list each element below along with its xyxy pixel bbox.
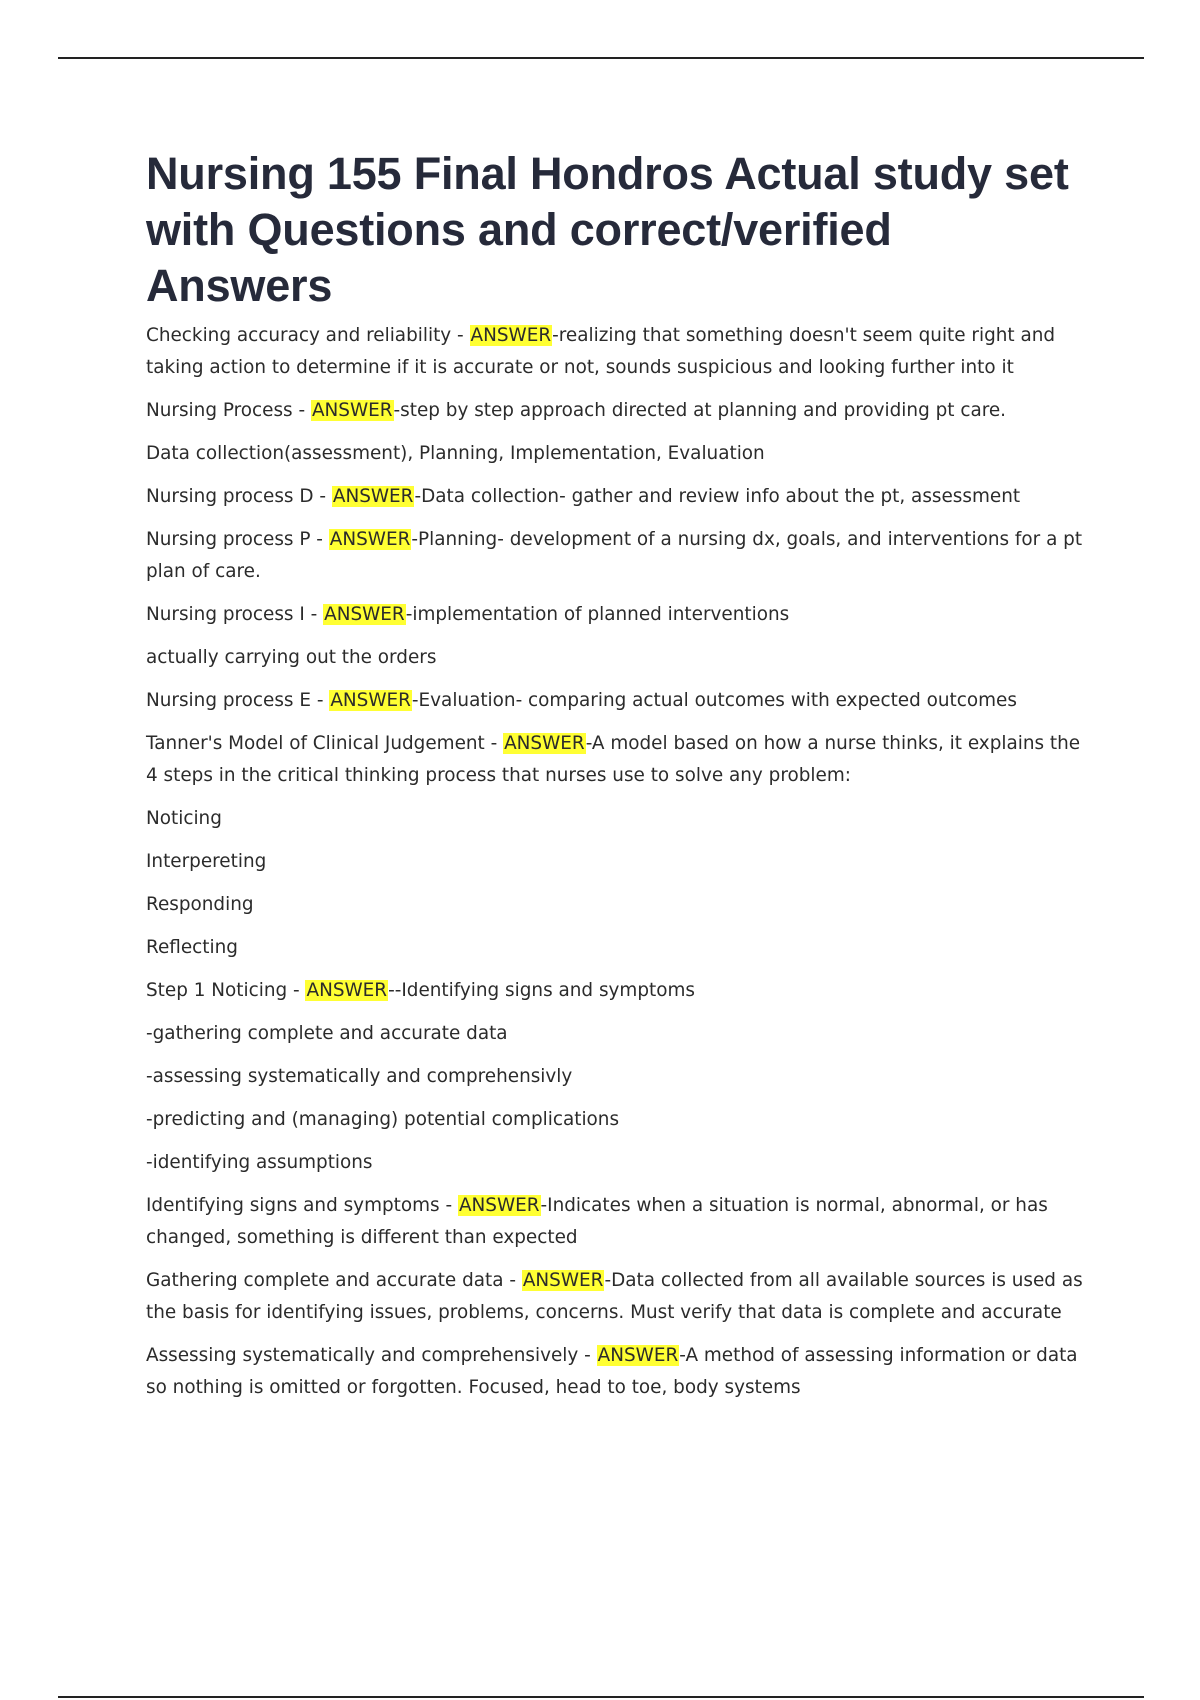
list-item: Reflecting xyxy=(146,937,238,958)
qa-list xyxy=(146,320,1086,1404)
answer-text: -Indicates when a situation is normal, abnormal, or has changed, something is different than expected xyxy=(146,1195,1048,1248)
answer-highlight: ANSWER xyxy=(597,1345,679,1366)
document-page xyxy=(146,146,1086,1415)
qa-item xyxy=(146,975,1086,1007)
answer-highlight: ANSWER xyxy=(330,690,411,711)
answer-highlight: ANSWER xyxy=(458,1195,540,1216)
answer-text: -Evaluation- comparing actual outcomes with expected outcomes xyxy=(411,690,1017,711)
qa-item xyxy=(146,728,1086,792)
answer-text: -A method of assessing information or data so nothing is omitted or forgotten. Focused, head to toe, body systems xyxy=(146,1345,1078,1398)
answer-text: -Data collected from all available sources is used as the basis for identifying issues, problems, concerns. Must verify that data is complete and accurate xyxy=(146,1270,1083,1323)
bottom-rule xyxy=(58,1696,1144,1698)
document-title: Nursing 155 Final Hondros Actual study set with Questions and correct/verified Answers xyxy=(146,148,1069,311)
list-item: Data collection(assessment), Planning, Implementation, Evaluation xyxy=(146,443,765,464)
qa-item xyxy=(146,1265,1086,1329)
answer-highlight: ANSWER xyxy=(311,400,393,421)
list-item: Responding xyxy=(146,894,254,915)
answer-text: -Data collection- gather and review info about the pt, assessment xyxy=(414,486,1021,507)
answer-highlight: ANSWER xyxy=(332,486,414,507)
list-item: Noticing xyxy=(146,808,222,829)
question-term: Nursing process I - xyxy=(146,604,324,625)
qa-item xyxy=(146,685,1086,717)
list-item: actually carrying out the orders xyxy=(146,647,437,668)
answer-text: -realizing that something doesn't seem quite right and taking action to determine if it is accurate or not, sounds suspicious and looking further into it xyxy=(146,325,1056,378)
answer-highlight: ANSWER xyxy=(470,325,552,346)
list-item: -gathering complete and accurate data xyxy=(146,1023,508,1044)
top-rule xyxy=(58,57,1144,59)
question-term: Gathering complete and accurate data - xyxy=(146,1270,522,1291)
qa-item xyxy=(146,599,1086,631)
qa-item xyxy=(146,395,1086,427)
question-term: Checking accuracy and reliability - xyxy=(146,325,470,346)
answer-highlight: ANSWER xyxy=(329,529,411,550)
answer-text: -implementation of planned interventions xyxy=(405,604,790,625)
answer-text: -Planning- development of a nursing dx, goals, and interventions for a pt plan of care. xyxy=(146,529,1083,582)
answer-highlight: ANSWER xyxy=(504,733,585,754)
qa-item xyxy=(146,481,1086,513)
list-item: -identifying assumptions xyxy=(146,1152,373,1173)
qa-item xyxy=(146,1190,1086,1254)
question-term: Assessing systematically and comprehensively - xyxy=(146,1345,597,1366)
question-term: Nursing process D - xyxy=(146,486,332,507)
list-item: -predicting and (managing) potential complications xyxy=(146,1109,620,1130)
question-term: Step 1 Noticing - xyxy=(146,980,306,1001)
list-item: Interpereting xyxy=(146,851,267,872)
question-term: Tanner's Model of Clinical Judgement - xyxy=(146,733,504,754)
answer-highlight: ANSWER xyxy=(522,1270,604,1291)
answer-text: -A model based on how a nurse thinks, it explains the 4 steps in the critical thinking process that nurses use to solve any problem: xyxy=(146,733,1081,786)
list-item: -assessing systematically and comprehensivly xyxy=(146,1066,573,1087)
question-term: Nursing Process - xyxy=(146,400,311,421)
qa-item xyxy=(146,1340,1086,1404)
question-term: Identifying signs and symptoms - xyxy=(146,1195,458,1216)
qa-item xyxy=(146,320,1086,384)
question-term: Nursing process E - xyxy=(146,690,330,711)
answer-highlight: ANSWER xyxy=(306,980,388,1001)
answer-highlight: ANSWER xyxy=(324,604,405,625)
answer-text: -step by step approach directed at planning and providing pt care. xyxy=(393,400,1007,421)
answer-text: --Identifying signs and symptoms xyxy=(388,980,695,1001)
qa-item xyxy=(146,524,1086,588)
question-term: Nursing process P - xyxy=(146,529,329,550)
